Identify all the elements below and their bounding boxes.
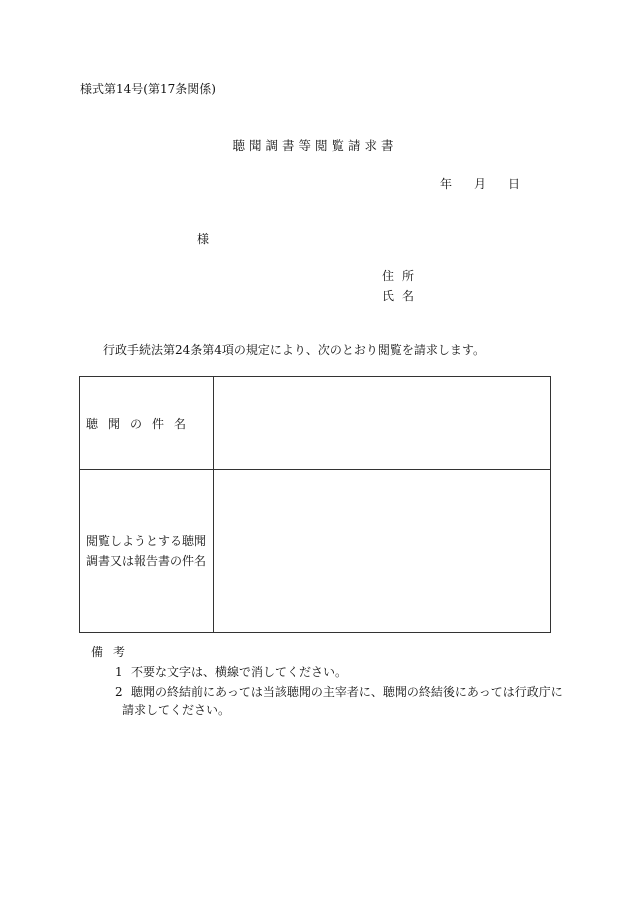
note-item-2-continuation: 請求してください。 <box>122 703 231 717</box>
note-item-2 <box>115 683 563 700</box>
notes-title: 備考 <box>91 645 136 659</box>
note-text: 不要な文字は、横線で消してください。 <box>131 665 348 679</box>
hearing-title-label-cell <box>80 377 214 470</box>
note-number: 2 <box>115 685 123 699</box>
applicant-name-label: 氏名 <box>382 289 423 303</box>
date-year-label: 年 <box>440 177 453 191</box>
document-title-label-cell <box>80 470 214 633</box>
document-title-label-line1: 閲覧しようとする聴聞 <box>86 534 207 548</box>
document-title-field[interactable] <box>214 470 551 633</box>
document-title-label <box>86 531 206 571</box>
table-row <box>80 377 551 470</box>
applicant-address-label: 住所 <box>382 269 423 283</box>
form-number: 様式第14号(第17条関係) <box>80 82 216 96</box>
intro-statement: 行政手続法第24条第4項の規定により、次のとおり閲覧を請求します。 <box>103 343 485 357</box>
date-day-label: 日 <box>508 177 521 191</box>
addressee-suffix: 様 <box>197 232 210 246</box>
note-item-1 <box>115 663 347 680</box>
form-title: 聴聞調書等閲覧請求書 <box>232 138 398 153</box>
hearing-title-label: 聴聞の件名 <box>86 416 197 431</box>
note-number: 1 <box>115 665 123 679</box>
table-row <box>80 470 551 633</box>
date-line <box>440 175 520 192</box>
request-table <box>79 376 551 633</box>
document-title-label-line2: 調書又は報告書の件名 <box>86 554 207 568</box>
hearing-title-field[interactable] <box>214 377 551 470</box>
date-month-label: 月 <box>474 177 487 191</box>
note-text: 聴聞の終結前にあっては当該聴聞の主宰者に、聴聞の終結後にあっては行政庁に <box>131 685 563 699</box>
